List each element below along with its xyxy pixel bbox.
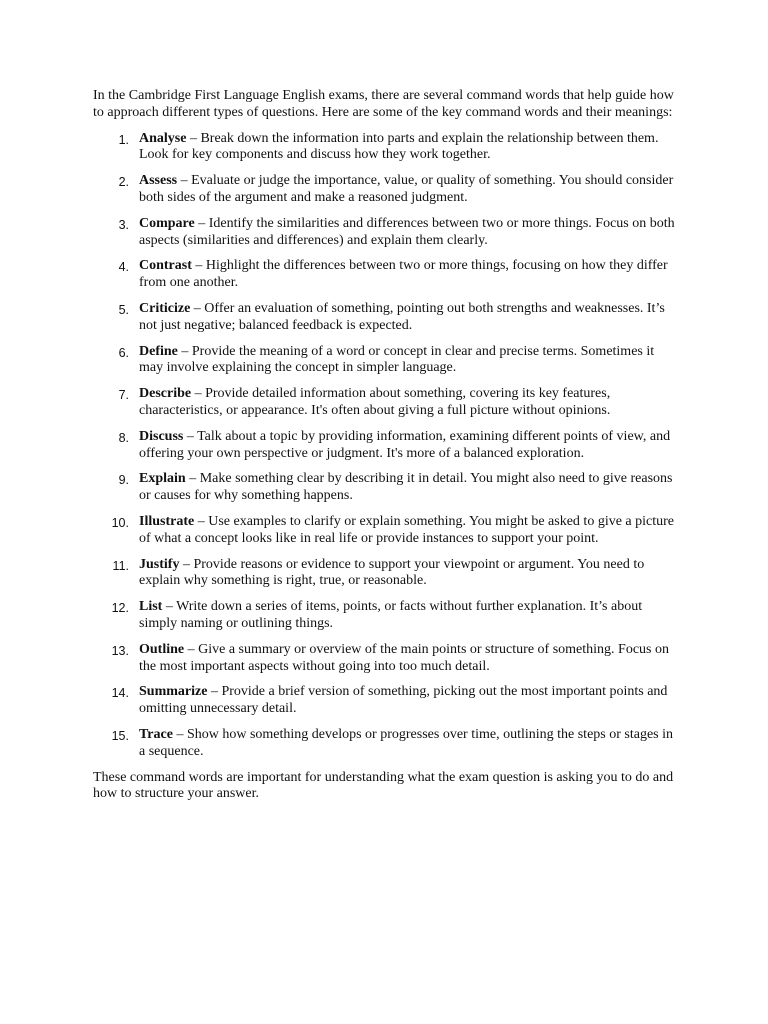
command-term: Explain [139, 471, 186, 487]
command-definition: – Provide the meaning of a word or concept in clear and precise terms. Sometimes it may involve explaining the concept in simpler language. [139, 343, 655, 376]
command-definition: – Write down a series of items, points, or facts without further explanation. It’s about simply naming or outlining things. [139, 599, 643, 631]
list-item [93, 471, 678, 505]
item-number: 13. [111, 643, 129, 658]
item-number: 2. [118, 175, 129, 190]
item-number: 10. [111, 515, 129, 530]
item-number: 4. [118, 260, 129, 275]
item-number: 11. [112, 558, 129, 573]
command-term: Outline [139, 641, 185, 657]
list-item [93, 386, 678, 420]
command-term: Assess [139, 173, 178, 189]
command-definition: – Give a summary or overview of the main points or structure of something. Focus on the most important aspects without going into too much detail. [139, 641, 669, 674]
command-term: Discuss [139, 428, 184, 444]
list-item [93, 131, 678, 165]
list-item [93, 173, 678, 207]
intro-paragraph: In the Cambridge First Language English exams, there are several command words that help guide how to approach different types of questions. Here are some of the key command words and their meanings: [93, 88, 674, 120]
list-item [93, 599, 678, 633]
item-number: 1. [118, 132, 129, 147]
command-definition: – Provide reasons or evidence to support your viewpoint or argument. You need to explain why something is right, true, or reasonable. [139, 556, 645, 589]
command-definition: – Talk about a topic by providing information, examining different points of view, and offering your own perspective or judgment. It's more of a balanced exploration. [139, 428, 671, 461]
item-number: 3. [118, 217, 129, 232]
command-term: Illustrate [139, 513, 195, 529]
command-term: Trace [139, 726, 173, 742]
command-term: Contrast [139, 258, 192, 274]
item-number: 5. [118, 302, 129, 317]
list-item [93, 514, 678, 548]
command-term: Justify [139, 556, 180, 572]
command-term: Describe [139, 386, 192, 402]
list-item [93, 727, 678, 761]
command-definition: – Show how something develops or progresses over time, outlining the steps or stages in a sequence. [139, 726, 674, 759]
list-item [93, 557, 678, 591]
command-definition: – Provide detailed information about something, covering its key features, characteristics, or appearance. It's often about giving a full picture without opinions. [139, 386, 611, 418]
list-item [93, 301, 678, 335]
command-term: List [139, 599, 163, 615]
item-number: 7. [118, 388, 129, 403]
command-definition: – Evaluate or judge the importance, value, or quality of something. You should consider both sides of the argument and make a reasoned judgment. [139, 173, 674, 205]
item-number: 8. [118, 430, 129, 445]
list-item [93, 344, 678, 378]
command-definition: – Provide a brief version of something, picking out the most important points and omitting unnecessary detail. [139, 684, 668, 717]
item-number: 12. [111, 601, 129, 616]
document-page [93, 88, 678, 803]
list-item [93, 216, 678, 250]
command-definition: – Break down the information into parts and explain the relationship between them. Look for key components and discuss how they work together. [139, 130, 659, 163]
command-definition: – Offer an evaluation of something, pointing out both strengths and weaknesses. It’s not just negative; balanced feedback is expected. [139, 300, 665, 333]
item-number: 15. [111, 728, 129, 743]
list-item [93, 429, 678, 463]
item-number: 9. [118, 473, 129, 488]
command-definition: – Make something clear by describing it in detail. You might also need to give reasons or causes for why something happens. [139, 471, 673, 504]
command-term: Compare [139, 215, 195, 231]
item-number: 6. [118, 345, 129, 360]
command-definition: – Highlight the differences between two or more things, focusing on how they differ from one another. [139, 258, 668, 291]
command-term: Analyse [139, 130, 187, 146]
command-term: Define [139, 343, 178, 359]
command-word-list [93, 131, 678, 761]
command-definition: – Identify the similarities and differences between two or more things. Focus on both aspects (similarities and differences) and explain them clearly. [139, 215, 675, 248]
closing-paragraph: These command words are important for understanding what the exam question is asking you to do and how to structure your answer. [93, 769, 674, 802]
list-item [93, 258, 678, 292]
command-definition: – Use examples to clarify or explain something. You might be asked to give a picture of what a concept looks like in real life or provide instances to support your point. [139, 513, 675, 546]
list-item [93, 642, 678, 676]
item-number: 14. [111, 686, 129, 701]
command-term: Summarize [139, 684, 208, 700]
list-item [93, 684, 678, 718]
command-term: Criticize [139, 300, 191, 316]
